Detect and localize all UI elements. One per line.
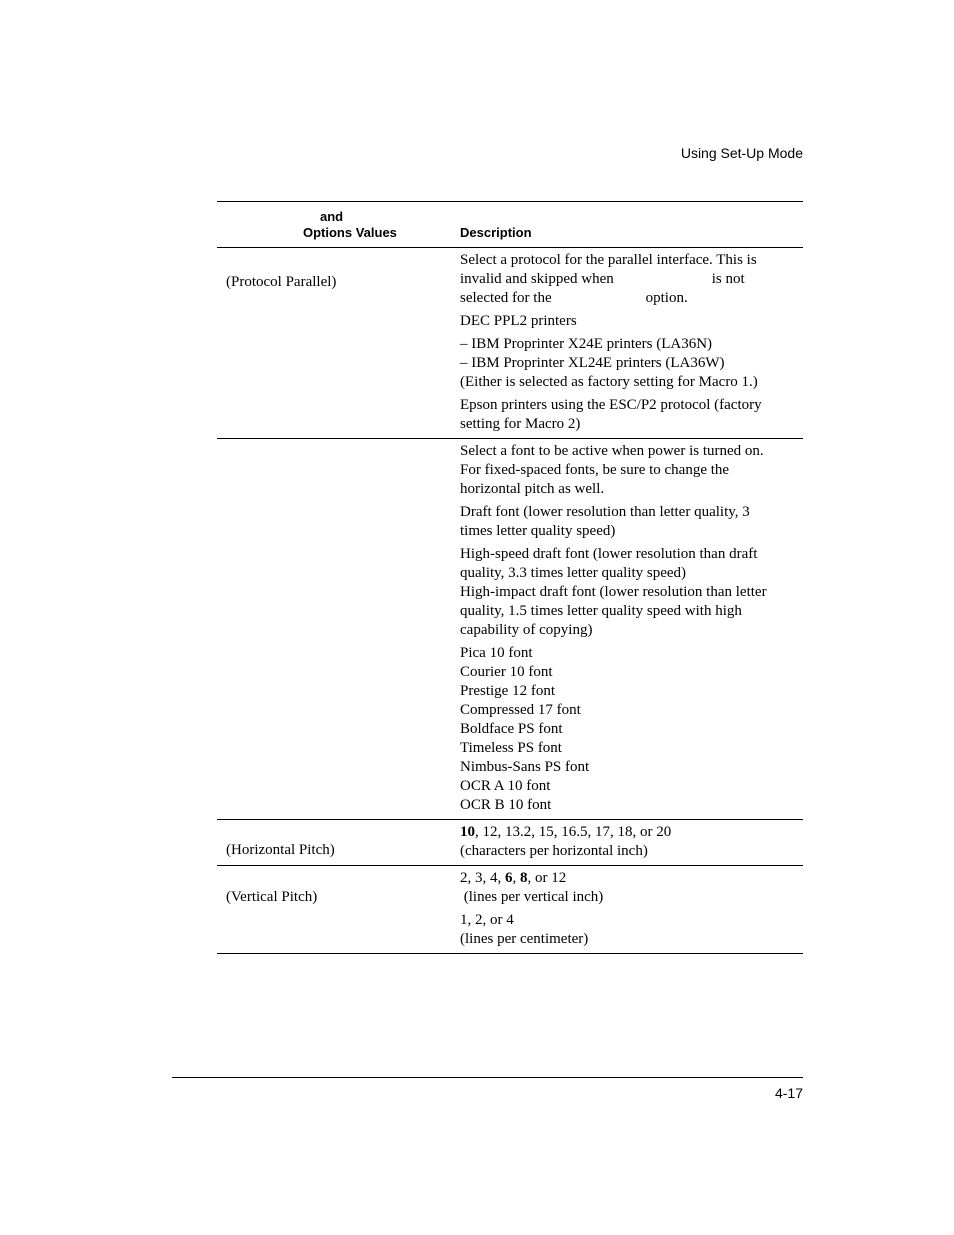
header-col-options-values xyxy=(303,209,397,241)
text-line: – IBM Proprinter X24E printers (LA36N) xyxy=(460,336,713,352)
row-label: (Horizontal Pitch) xyxy=(226,842,335,858)
description-paragraph xyxy=(460,312,803,331)
row-description xyxy=(460,866,803,953)
text-line: Courier 10 font xyxy=(460,664,553,680)
text-line: selected for the option. xyxy=(460,290,688,306)
description-paragraph xyxy=(460,335,803,392)
text-line: Prestige 12 font xyxy=(460,683,555,699)
text-line: (lines per centimeter) xyxy=(460,931,589,947)
description-paragraph xyxy=(460,644,803,815)
row-description xyxy=(460,248,803,438)
description-paragraph xyxy=(460,911,803,949)
description-paragraph xyxy=(460,545,803,640)
table-row-protocol-parallel xyxy=(217,248,803,439)
text-line: OCR B 10 font xyxy=(460,797,552,813)
row-description xyxy=(460,439,803,819)
header-col-description: Description xyxy=(460,225,532,240)
text-line: – IBM Proprinter XL24E printers (LA36W) xyxy=(460,355,725,371)
text-line: (lines per vertical inch) xyxy=(460,889,604,905)
page-number: 4-17 xyxy=(774,1085,803,1101)
text-line: High-speed draft font (lower resolution than draft xyxy=(460,546,758,562)
text-line: Select a protocol for the parallel interface. This is xyxy=(460,252,757,268)
header-col1-line1: and xyxy=(320,209,344,224)
description-paragraph xyxy=(460,251,803,308)
text-line: High-impact draft font (lower resolution than letter xyxy=(460,584,767,600)
text-line: Boldface PS font xyxy=(460,721,563,737)
text-line: Select a font to be active when power is turned on. xyxy=(460,443,764,459)
text-line: Nimbus-Sans PS font xyxy=(460,759,590,775)
text-line: capability of copying) xyxy=(460,622,593,638)
text-line: horizontal pitch as well. xyxy=(460,481,605,497)
table-header xyxy=(217,202,803,248)
text-line: Timeless PS font xyxy=(460,740,562,756)
text-line: Draft font (lower resolution than letter quality, 3 xyxy=(460,504,750,520)
row-label: (Vertical Pitch) xyxy=(226,889,318,905)
text-line: Pica 10 font xyxy=(460,645,533,661)
description-paragraph xyxy=(460,396,803,434)
text-line: 2, 3, 4, 6, 8, or 12 xyxy=(460,870,567,886)
text-line: quality, 1.5 times letter quality speed with high xyxy=(460,603,742,619)
description-paragraph xyxy=(460,869,803,907)
footer-rule xyxy=(172,1077,803,1078)
text-line: setting for Macro 2) xyxy=(460,416,581,432)
text-line: (characters per horizontal inch) xyxy=(460,843,648,859)
text-line: invalid and skipped when is not xyxy=(460,271,745,287)
text-line: For fixed-spaced fonts, be sure to change the xyxy=(460,462,730,478)
description-paragraph xyxy=(460,442,803,499)
row-label: (Protocol Parallel) xyxy=(226,274,337,290)
text-line: (Either is selected as factory setting for Macro 1.) xyxy=(460,374,758,390)
settings-table xyxy=(217,201,803,954)
description-paragraph xyxy=(460,503,803,541)
table-row-font xyxy=(217,439,803,820)
running-head: Using Set-Up Mode xyxy=(680,145,803,161)
text-line: Epson printers using the ESC/P2 protocol (factory xyxy=(460,397,762,413)
text-line: 10, 12, 13.2, 15, 16.5, 17, 18, or 20 xyxy=(460,824,672,840)
table-row-horizontal-pitch xyxy=(217,820,803,866)
text-line: OCR A 10 font xyxy=(460,778,551,794)
table-row-vertical-pitch xyxy=(217,866,803,954)
text-line: Compressed 17 font xyxy=(460,702,581,718)
text-line: DEC PPL2 printers xyxy=(460,313,577,329)
row-description xyxy=(460,820,803,865)
header-col1-line2: Options Values xyxy=(303,225,397,240)
text-line: quality, 3.3 times letter quality speed) xyxy=(460,565,687,581)
text-line: 1, 2, or 4 xyxy=(460,912,514,928)
text-line: times letter quality speed) xyxy=(460,523,616,539)
description-paragraph xyxy=(460,823,803,861)
